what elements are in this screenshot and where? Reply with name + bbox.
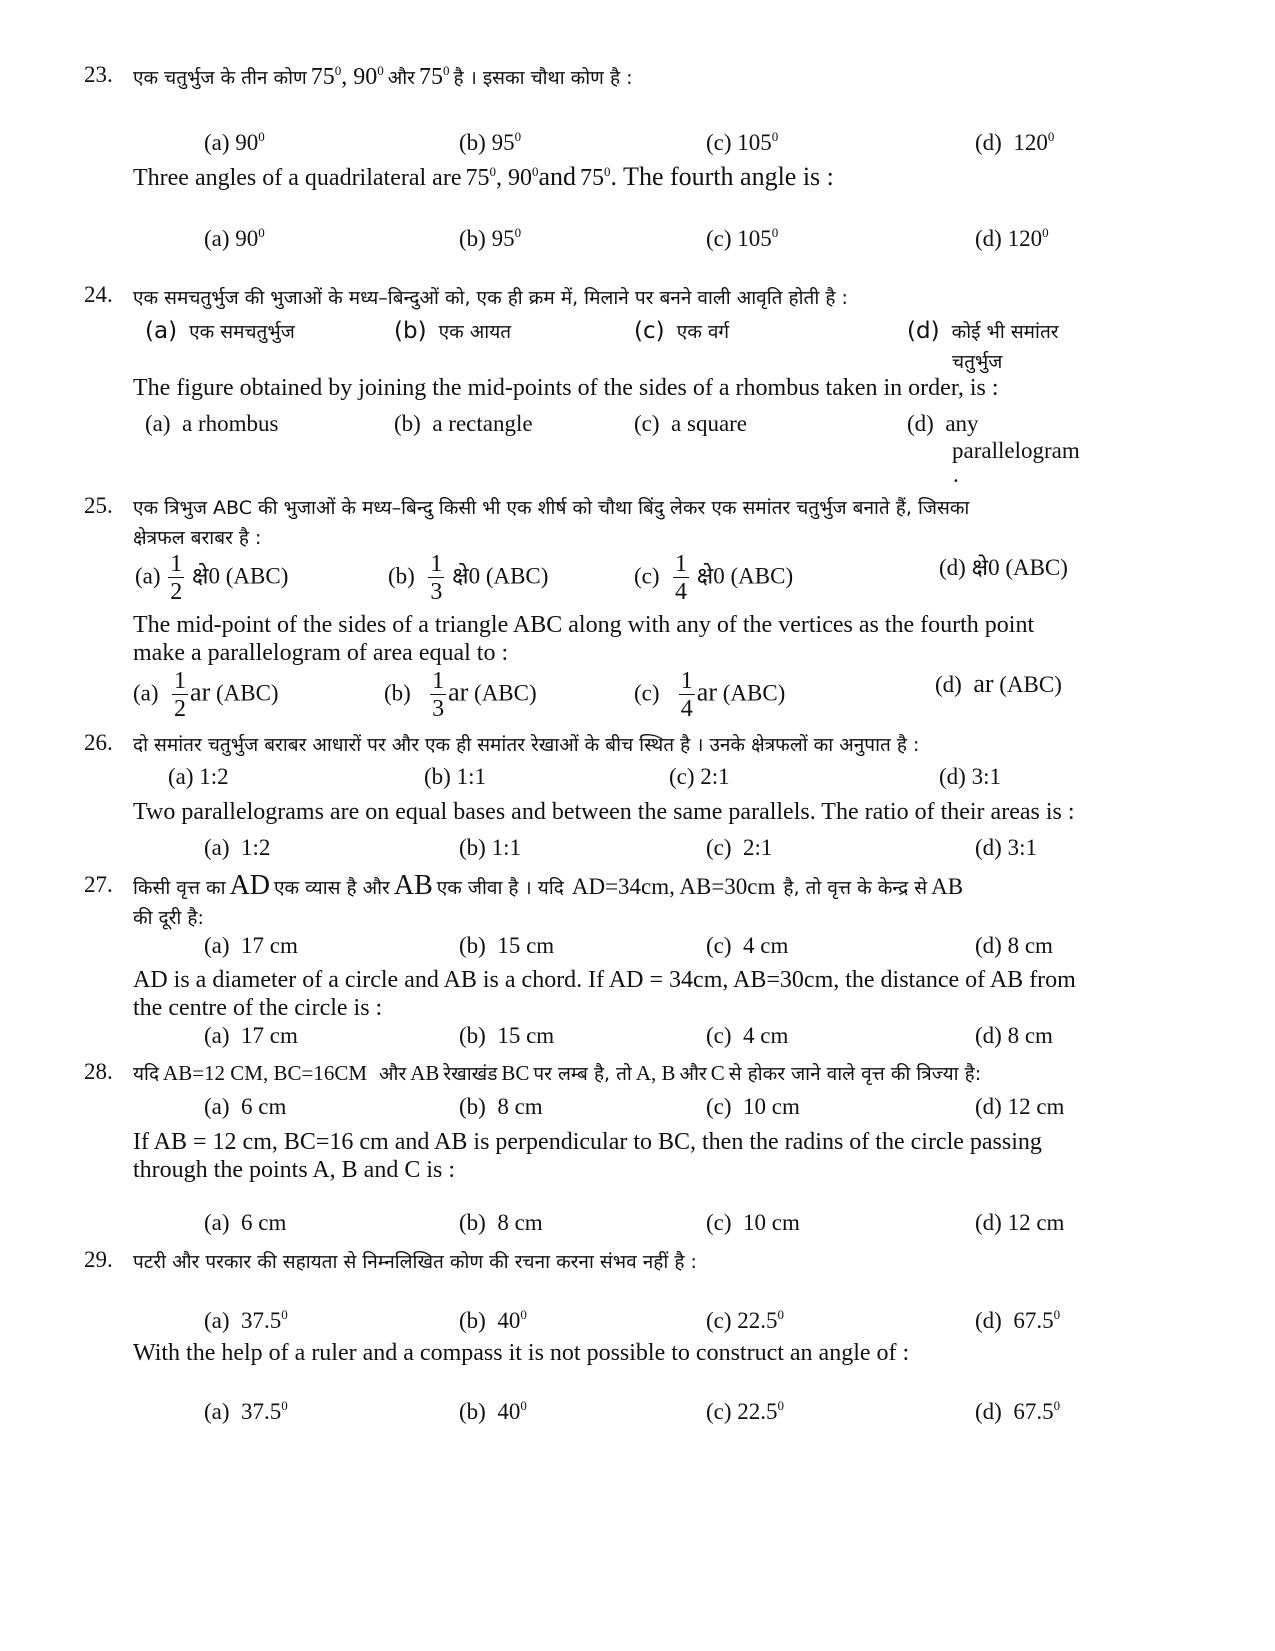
option-a: (a) 37.5$^0$	[204, 1307, 288, 1333]
option-d: (d) 12 cm	[975, 1094, 1065, 1119]
question-english: AD is a diameter of a circle and AB is a chord. If AD = 34cm, AB=30cm, the distance of AB from	[133, 967, 1076, 993]
option-b: (b) $95^0$	[459, 225, 522, 251]
option-b: (b) $\frac{1}{3}$ क्षे0 (ABC)	[388, 551, 549, 605]
question-english-line2: make a parallelogram of area equal to :	[133, 640, 509, 666]
option-d: (d) 8 cm	[975, 1023, 1053, 1048]
question-hindi: एक समचतुर्भुज की भुजाओं के मध्य–बिन्दुओं को, एक ही क्रम में, मिलाने पर बनने वाली आवृति होती है :	[133, 287, 848, 309]
option-c: (c) a square	[634, 411, 748, 436]
question-english: Three angles of a quadrilateral are $75^0$, $90^0and$ $75^0$. The fourth angle is :	[133, 162, 834, 191]
option-a: (a) $90^0$	[204, 225, 265, 251]
option-b: (b) 1:1	[459, 835, 521, 860]
question-hindi-line2: की दूरी है:	[133, 907, 204, 929]
option-d-cont: .	[953, 462, 959, 487]
option-d: (d) $120^0$	[975, 225, 1049, 251]
option-b: (b) $40^0$	[459, 1398, 527, 1424]
option-b: (b) 15 cm	[459, 933, 555, 958]
option-d: (d) 3:1	[939, 764, 1001, 789]
question-hindi-line2: क्षेत्रफल बराबर है :	[133, 527, 262, 549]
question-english: Two parallelograms are on equal bases and between the same parallels. The ratio of their areas is :	[133, 799, 1075, 825]
option-c: (c) $105^0$	[706, 225, 779, 251]
option-b: (b) 8 cm	[459, 1094, 543, 1119]
option-b: (b) a rectangle	[394, 411, 533, 436]
question-number: 28.	[84, 1059, 113, 1084]
question-english-line2: through the points A, B and C is :	[133, 1157, 456, 1183]
option-a: (a) एक समचतुर्भुज	[145, 318, 295, 344]
question-number: 29.	[84, 1247, 113, 1272]
option-d: (d) 3:1	[975, 835, 1037, 860]
question-number: 27.	[84, 872, 113, 897]
option-d: (d) 12 cm	[975, 1210, 1065, 1235]
question-hindi: पटरी और परकार की सहायता से निम्नलिखित कोण की रचना करना संभव नहीं है :	[133, 1251, 697, 1273]
option-b: (b) 1:1	[424, 764, 486, 789]
option-c: (c) एक वर्ग	[634, 318, 730, 344]
fraction: $\frac{1}{4}$	[680, 668, 693, 722]
option-b: (b) $40^0$	[459, 1307, 527, 1333]
option-a: (a) 37.5$^0$	[204, 1398, 288, 1424]
option-c: (c) $\frac{1}{4}$ क्षे0 (ABC)	[634, 551, 794, 605]
option-d: (d) 67.5$^0$	[975, 1307, 1061, 1333]
option-b: (b) $\frac{1}{3}$ ar (ABC)	[384, 668, 537, 722]
question-english: If AB = 12 cm, BC=16 cm and AB is perpendicular to BC, then the radins of the circle passing	[133, 1129, 1042, 1155]
question-hindi: एक चतुर्भुज के तीन कोण $75^0$, $90^0$ और $75^0$ है । इसका चौथा कोण है :	[133, 63, 633, 90]
option-b: (b) 15 cm	[459, 1023, 555, 1048]
option-c: (c) 10 cm	[706, 1094, 800, 1119]
question-hindi: दो समांतर चतुर्भुज बराबर आधारों पर और एक ही समांतर रेखाओं के बीच स्थित है । उनके क्षेत्रफलों का अनुपात है :	[133, 734, 920, 756]
question-english: The figure obtained by joining the mid-points of the sides of a rhombus taken in order, is :	[133, 375, 999, 401]
option-a: (a) 6 cm	[204, 1210, 287, 1235]
option-c: (c) 4 cm	[706, 933, 789, 958]
option-b: (b) $95^0$	[459, 129, 522, 155]
option-a: (a) $90^0$	[204, 129, 265, 155]
question-english: With the help of a ruler and a compass it is not possible to construct an angle of :	[133, 1340, 910, 1366]
option-c: (c) $105^0$	[706, 129, 779, 155]
option-c: (c) 22.5$^0$	[706, 1307, 785, 1333]
option-a: (a) 6 cm	[204, 1094, 287, 1119]
option-b: (b) 8 cm	[459, 1210, 543, 1235]
fraction: $\frac{1}{2}$	[174, 668, 187, 722]
question-number: 26.	[84, 730, 113, 755]
question-number: 25.	[84, 493, 113, 518]
option-d-cont: चतुर्भुज	[952, 351, 1003, 373]
option-d: (d) कोई भी समांतर	[907, 318, 1059, 344]
option-c: (c) 10 cm	[706, 1210, 800, 1235]
fraction: $\frac{1}{2}$	[170, 551, 183, 605]
option-d: (d) 67.5$^0$	[975, 1398, 1061, 1424]
option-a: (a) 1:2	[168, 764, 229, 789]
option-a: (a) 1:2	[204, 835, 271, 860]
question-english-line2: the centre of the circle is :	[133, 995, 383, 1021]
option-a: (a) $\frac{1}{2}$ क्षे0 (ABC)	[135, 551, 289, 605]
option-a: (a) 17 cm	[204, 1023, 298, 1048]
option-a: (a) a rhombus	[145, 411, 279, 436]
option-d: (d) ar (ABC)	[935, 669, 1062, 698]
option-a: (a) 17 cm	[204, 933, 298, 958]
question-number: 23.	[84, 62, 113, 87]
fraction: $\frac{1}{3}$	[432, 668, 445, 722]
fraction: $\frac{1}{4}$	[675, 551, 688, 605]
option-d: (d) any	[907, 411, 979, 436]
fraction: $\frac{1}{3}$	[430, 551, 443, 605]
option-d: (d) $120^0$	[975, 129, 1055, 155]
question-hindi: यदि AB=12 CM, BC=16CM और AB रेखाखंड BC पर लम्ब है, तो A, B और C से होकर जाने वाले वृत्त की त्रिज्या है:	[133, 1061, 982, 1085]
question-hindi: एक त्रिभुज ABC की भुजाओं के मध्य–बिन्दु किसी भी एक शीर्ष को चौथा बिंदु लेकर एक समांतर चतुर्भुज बनाते हैं, जिसका	[133, 497, 970, 519]
option-c: (c) 2:1	[669, 764, 730, 789]
option-b: (b) एक आयत	[394, 318, 512, 344]
question-hindi: किसी वृत्त का AD एक व्यास है और AB एक जीवा है । यदि AD=34cm, AB=30cm है, तो वृत्त के केन्द्र से AB	[133, 870, 964, 901]
option-c: (c) 4 cm	[706, 1023, 789, 1048]
question-english: The mid-point of the sides of a triangle ABC along with any of the vertices as the fourth point	[133, 612, 1035, 638]
option-d: (d) 8 cm	[975, 933, 1053, 958]
question-number: 24.	[84, 282, 113, 307]
option-c: (c) 22.5$^0$	[706, 1398, 785, 1424]
option-d-cont: parallelogram	[952, 438, 1080, 463]
option-a: (a) $\frac{1}{2}$ ar (ABC)	[133, 668, 279, 722]
option-c: (c) 2:1	[706, 835, 773, 860]
option-c: (c) $\frac{1}{4}$ ar (ABC)	[634, 668, 786, 722]
option-d: (d) क्षे0 (ABC)	[939, 555, 1068, 580]
